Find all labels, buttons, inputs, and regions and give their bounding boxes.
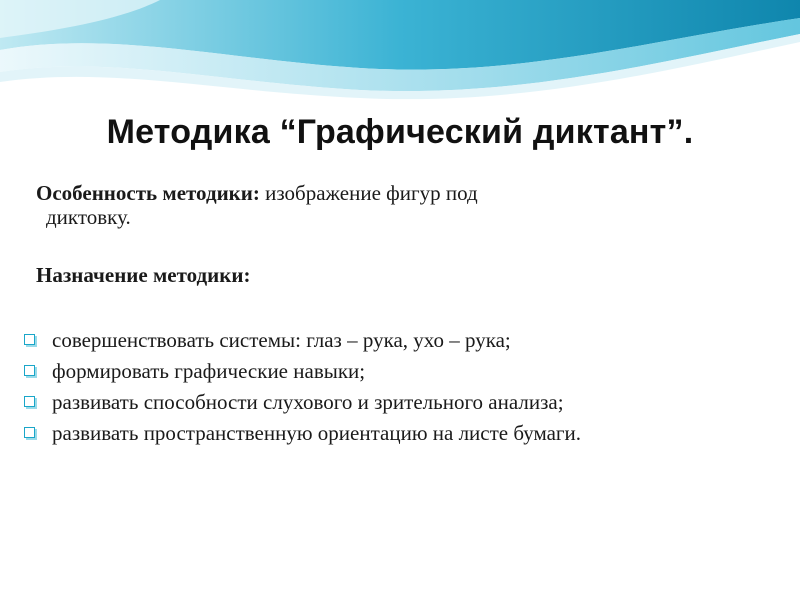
list-item-text: развивать пространственную ориентацию на листе бумаги.: [52, 421, 582, 445]
header-wave-decoration: [0, 0, 800, 110]
square-bullet-icon: [24, 334, 35, 345]
list-item: [22, 359, 662, 383]
slide-title: Методика “Графический диктант”.: [106, 113, 694, 151]
list-item-text: совершенствовать системы: глаз – рука, ухо – рука;: [52, 328, 511, 352]
purpose-label: Назначение методики:: [36, 263, 251, 287]
purpose-paragraph: [36, 263, 636, 287]
square-bullet-icon: [24, 427, 35, 438]
list-item: [22, 421, 662, 445]
feature-paragraph: [36, 181, 636, 229]
feature-label: Особенность методики:: [36, 181, 260, 205]
feature-text-line2: диктовку.: [46, 205, 131, 229]
list-item-text: развивать способности слухового и зрительного анализа;: [52, 390, 564, 414]
square-bullet-icon: [24, 396, 35, 407]
feature-text-line1: изображение фигур под: [259, 181, 478, 205]
goals-list: [22, 328, 662, 452]
list-item-text: формировать графические навыки;: [52, 359, 366, 383]
list-item: [22, 328, 662, 352]
list-item: [22, 390, 662, 414]
square-bullet-icon: [24, 365, 35, 376]
